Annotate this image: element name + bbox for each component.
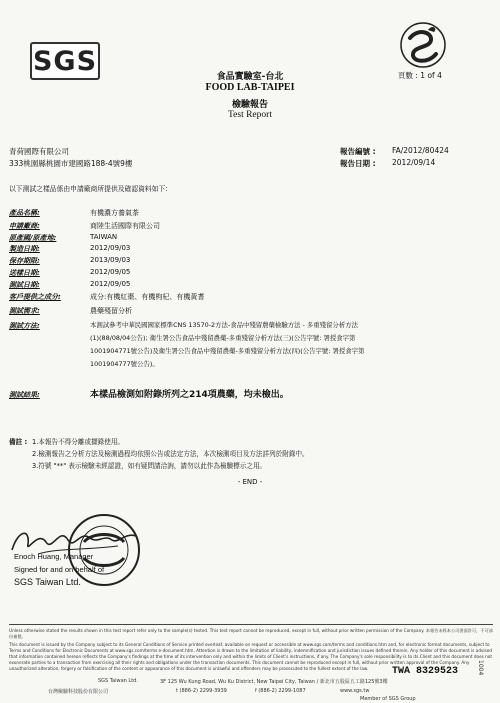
field-label: 測試日期:: [9, 281, 40, 289]
field-value: 成分:有機紅棗、有機枸杞、有機黃耆: [90, 293, 205, 301]
report-date-value: 2012/09/14: [392, 158, 436, 167]
report-no-value: FA/2012/80424: [392, 146, 449, 155]
field-label: 原產國/原產地:: [9, 234, 57, 242]
footer-company-cn: 台灣檢驗科技股份有限公司: [48, 689, 109, 695]
page-number: 頁數 : 1 of 4: [398, 71, 442, 80]
footer-fax: f (886-2) 2299-1087: [255, 688, 306, 694]
field-value: 2012/09/05: [90, 268, 131, 276]
field-value: TAIWAN: [90, 233, 118, 241]
report-title-cn: 檢驗報告: [231, 100, 268, 110]
serial-number: TWA 8329523: [392, 666, 459, 677]
footer-address: 3F 125 Wu Kung Road, Wu Ku District, New Taipei City, Taiwan / 新北市五股區五工路125號3樓: [160, 679, 388, 685]
method-line: 本測試參考中華民國國家標準CNS 13570-2方法-食品中殘留農藥檢驗方法 - 多重殘留分析方法: [90, 321, 358, 329]
end-marker: - END -: [237, 478, 263, 486]
footer-phone: t (886-2) 2299-3939: [176, 688, 227, 694]
report-date-label: 報告日期 :: [340, 159, 376, 168]
signatory-name: Enoch Huang, Manager: [14, 552, 94, 561]
sgs-member-text: Member of SGS Group: [360, 696, 416, 702]
result-label: 測試結果:: [9, 391, 40, 399]
field-label: 測試需求:: [9, 307, 40, 315]
field-label: 送樣日期:: [9, 269, 40, 277]
report-no-label: 報告編號 :: [340, 147, 376, 156]
method-line: 1001904771號公告)及衛生署公告食品中殘留農藥-多重殘留分析方法(四)(公告字號: 署授食字第: [90, 347, 365, 355]
lab-title-en: FOOD LAB-TAIPEI: [205, 82, 295, 93]
note-item: 1.本報告不得分離或擷錄使用。: [32, 438, 125, 446]
client-name: 青荷國際有限公司: [9, 147, 69, 156]
field-value: 2013/09/03: [90, 256, 131, 264]
field-value: 2012/09/03: [90, 244, 131, 252]
brand-swirl-icon: [398, 20, 448, 70]
note-item: 3.符號 "**" 表示檢驗未經認證，如有疑問請洽詢，請勿以此作為檢驗標示之用。: [32, 462, 267, 470]
page-code: 1004: [477, 660, 484, 676]
field-label: 申請廠商:: [9, 222, 40, 230]
footer-web: www.sgs.tw: [340, 688, 370, 694]
method-label: 測試方法:: [9, 322, 40, 330]
field-value: 農藥殘留分析: [90, 307, 132, 315]
field-label: 產品名稱:: [9, 209, 40, 217]
field-value: 商陸生活國際有限公司: [90, 222, 160, 230]
footer-disclaimer: Unless otherwise stated the results shown in this test report refer only to the sample(s) tested. This test report cannot be reproduced, except in full, without prior written permission of the Company. 本報告未經本公司書面許可，不可部份複製。: [9, 628, 493, 639]
field-label: 保存期限:: [9, 257, 40, 265]
method-line: 1001904777號公告)。: [90, 360, 159, 368]
field-label: 客戶提供之成分:: [9, 293, 61, 301]
method-line: (1)(88/08/04公告); 衛生署公告食品中殘留農藥-多重殘留分析方法(三)(公告字號: 署授食字第: [90, 334, 356, 342]
signatory-company: SGS Taiwan Ltd.: [14, 577, 81, 587]
footer-divider: [9, 624, 493, 625]
field-value: 有機濃方養氣茶: [90, 209, 139, 217]
intro-text: 以下測試之樣品係由申請廠商所提供及確認資料如下:: [9, 185, 168, 193]
report-title-en: Test Report: [228, 110, 272, 120]
footer-terms: This document is issued by the Company subject to its General Conditions of Service printed overleaf, available on request or accessible at www.sgs.com/terms and conditions.htm and, for electronic format documents, subject to Terms and Conditions for Electronic Documents at www.sgs.com/terms e-document.htm. Attention is drawn to the limitation of liability, indemnification and jurisdiction issues defined therein. Any holder of this document is advised that information contained hereon reflects the Company's findings at the time of its intervention only and within the limits of Client's instructions, if any. The Company's sole responsibility is to its Client and this document does not exonerate parties to a transaction from exercising all their rights and obligations under the transaction documents. This document cannot be reproduced except in full, without prior written approval of the Company. Any unauthorized alteration, forgery or falsification of the content or appearance of this document is unlawful and offenders may be prosecuted to the fullest extent of the law.: [9, 642, 493, 671]
note-item: 2.檢測報告之分析方法及檢測過程均依照公告或法定方法，本次檢測項目及方法詳列於附錄中。: [32, 450, 309, 458]
footer-company-en: SGS Taiwan Ltd.: [98, 678, 138, 684]
field-value: 2012/09/05: [90, 280, 131, 288]
signatory-role: Signed for and on behalf of: [14, 565, 105, 574]
notes-label: 備註 :: [9, 438, 28, 446]
result-text: 本樣品檢測如附錄所列之214項農藥，均未檢出。: [90, 390, 289, 400]
method-text: [90, 319, 490, 371]
sgs-logo: SGS: [30, 42, 100, 80]
field-label: 製造日期:: [9, 245, 40, 253]
client-address: 333桃園縣桃園市建國路188-4號9樓: [9, 159, 133, 168]
lab-title-cn: 食品實驗室-台北: [216, 72, 284, 82]
